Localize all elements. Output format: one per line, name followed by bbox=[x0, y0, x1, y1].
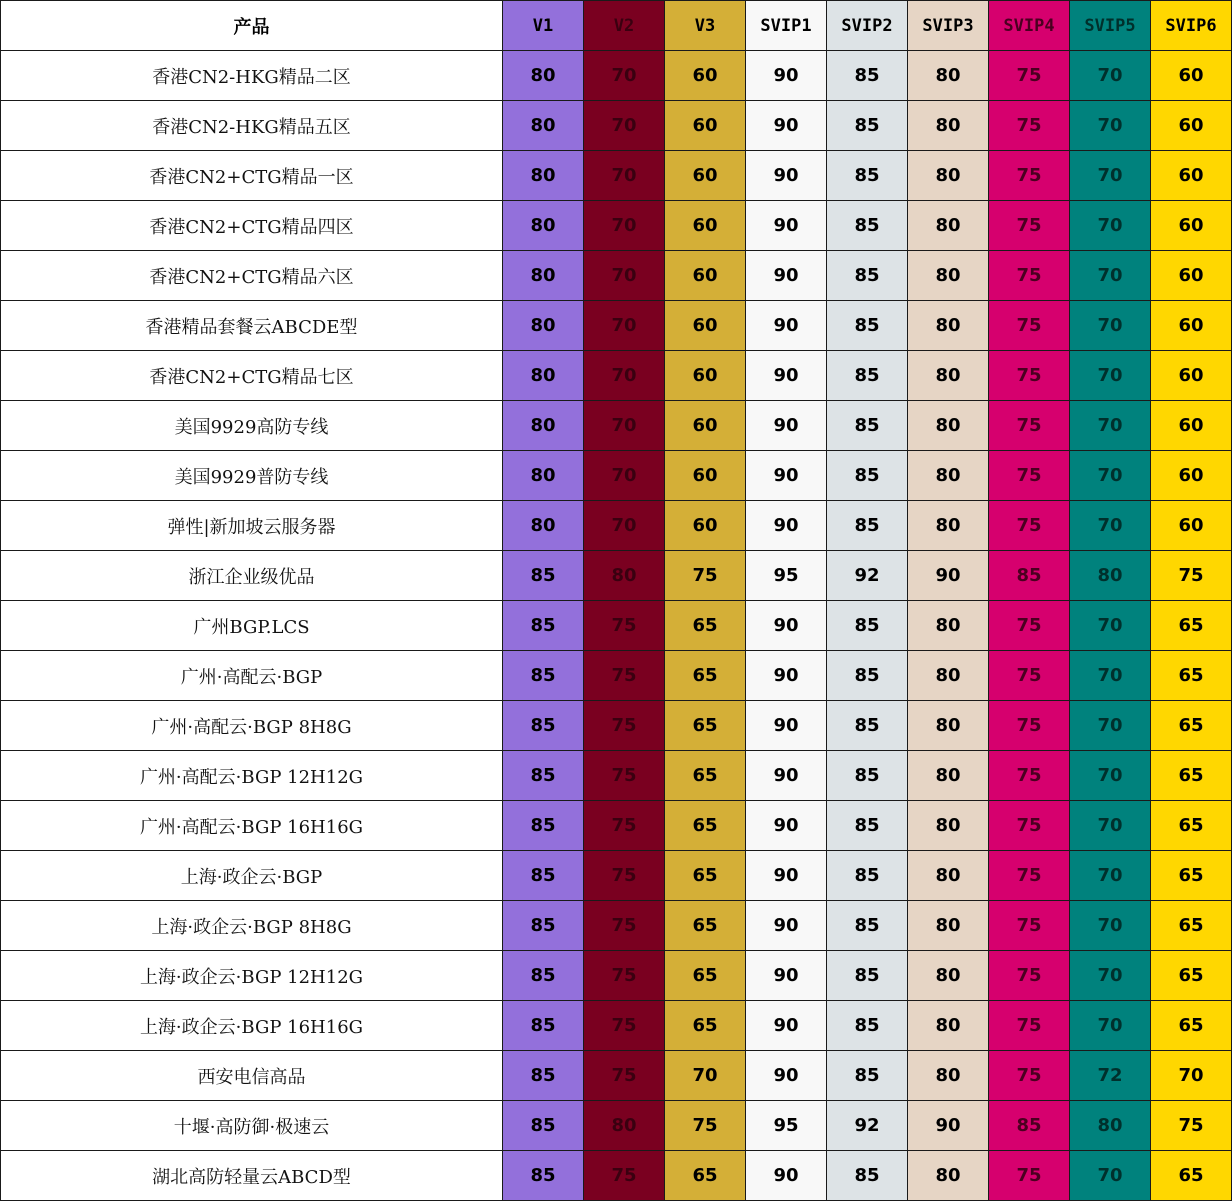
discount-cell-svip3: 80 bbox=[908, 51, 989, 101]
discount-cell-svip6: 60 bbox=[1151, 501, 1232, 551]
discount-cell-svip4: 75 bbox=[989, 151, 1070, 201]
table-row bbox=[1, 101, 1232, 151]
discount-cell-svip4: 75 bbox=[989, 1051, 1070, 1101]
discount-cell-svip5: 70 bbox=[1070, 651, 1151, 701]
header-product: 产品 bbox=[1, 1, 503, 51]
discount-cell-svip6: 65 bbox=[1151, 851, 1232, 901]
discount-cell-svip3: 80 bbox=[908, 151, 989, 201]
discount-cell-svip2: 85 bbox=[827, 151, 908, 201]
header-row bbox=[1, 1, 1232, 51]
discount-cell-svip5: 72 bbox=[1070, 1051, 1151, 1101]
discount-cell-v3: 60 bbox=[665, 351, 746, 401]
discount-cell-svip2: 85 bbox=[827, 451, 908, 501]
discount-cell-v2: 80 bbox=[584, 551, 665, 601]
header-svip6: SVIP6 bbox=[1151, 1, 1232, 51]
discount-cell-svip6: 65 bbox=[1151, 701, 1232, 751]
discount-cell-svip6: 70 bbox=[1151, 1051, 1232, 1101]
discount-cell-svip5: 80 bbox=[1070, 551, 1151, 601]
table-row bbox=[1, 451, 1232, 501]
discount-cell-v3: 65 bbox=[665, 851, 746, 901]
product-name-cell: 弹性|新加坡云服务器 bbox=[1, 501, 503, 551]
product-name-cell: 浙江企业级优品 bbox=[1, 551, 503, 601]
discount-cell-v1: 80 bbox=[503, 451, 584, 501]
discount-cell-v1: 80 bbox=[503, 501, 584, 551]
discount-cell-svip4: 75 bbox=[989, 451, 1070, 501]
discount-cell-v2: 75 bbox=[584, 851, 665, 901]
discount-cell-v2: 75 bbox=[584, 751, 665, 801]
header-svip5: SVIP5 bbox=[1070, 1, 1151, 51]
product-name-cell: 香港精品套餐云ABCDE型 bbox=[1, 301, 503, 351]
discount-cell-svip2: 85 bbox=[827, 351, 908, 401]
discount-cell-v1: 85 bbox=[503, 901, 584, 951]
discount-cell-svip3: 80 bbox=[908, 451, 989, 501]
discount-cell-v3: 60 bbox=[665, 51, 746, 101]
table-row bbox=[1, 551, 1232, 601]
table-row bbox=[1, 201, 1232, 251]
discount-cell-svip2: 85 bbox=[827, 1051, 908, 1101]
discount-cell-svip1: 90 bbox=[746, 201, 827, 251]
product-name-cell: 香港CN2+CTG精品四区 bbox=[1, 201, 503, 251]
discount-cell-v3: 65 bbox=[665, 601, 746, 651]
discount-cell-v2: 70 bbox=[584, 501, 665, 551]
discount-cell-svip6: 60 bbox=[1151, 51, 1232, 101]
discount-cell-v3: 65 bbox=[665, 901, 746, 951]
discount-cell-svip2: 85 bbox=[827, 1151, 908, 1201]
discount-cell-v1: 85 bbox=[503, 651, 584, 701]
discount-cell-svip1: 90 bbox=[746, 701, 827, 751]
discount-cell-svip2: 85 bbox=[827, 51, 908, 101]
discount-cell-svip6: 65 bbox=[1151, 601, 1232, 651]
product-name-cell: 上海·政企云·BGP 16H16G bbox=[1, 1001, 503, 1051]
discount-cell-v3: 75 bbox=[665, 1101, 746, 1151]
discount-cell-svip4: 75 bbox=[989, 401, 1070, 451]
discount-cell-svip4: 75 bbox=[989, 701, 1070, 751]
discount-cell-svip2: 85 bbox=[827, 1001, 908, 1051]
discount-cell-svip2: 92 bbox=[827, 551, 908, 601]
discount-cell-svip6: 65 bbox=[1151, 951, 1232, 1001]
discount-cell-svip3: 80 bbox=[908, 601, 989, 651]
discount-cell-svip5: 70 bbox=[1070, 351, 1151, 401]
discount-cell-v1: 85 bbox=[503, 1001, 584, 1051]
discount-cell-svip3: 80 bbox=[908, 101, 989, 151]
product-name-cell: 香港CN2-HKG精品五区 bbox=[1, 101, 503, 151]
discount-cell-v2: 70 bbox=[584, 351, 665, 401]
discount-cell-svip6: 65 bbox=[1151, 1151, 1232, 1201]
discount-cell-v3: 60 bbox=[665, 151, 746, 201]
table-row bbox=[1, 51, 1232, 101]
header-v3: V3 bbox=[665, 1, 746, 51]
discount-cell-svip2: 85 bbox=[827, 651, 908, 701]
discount-cell-v1: 80 bbox=[503, 251, 584, 301]
discount-cell-svip4: 75 bbox=[989, 51, 1070, 101]
discount-cell-svip3: 80 bbox=[908, 801, 989, 851]
discount-cell-svip1: 90 bbox=[746, 451, 827, 501]
product-name-cell: 美国9929普防专线 bbox=[1, 451, 503, 501]
discount-cell-v3: 60 bbox=[665, 301, 746, 351]
discount-cell-svip4: 75 bbox=[989, 901, 1070, 951]
discount-cell-svip6: 60 bbox=[1151, 201, 1232, 251]
header-v1: V1 bbox=[503, 1, 584, 51]
discount-cell-v3: 65 bbox=[665, 751, 746, 801]
discount-cell-v1: 85 bbox=[503, 951, 584, 1001]
discount-cell-svip6: 65 bbox=[1151, 901, 1232, 951]
discount-cell-v1: 85 bbox=[503, 701, 584, 751]
product-name-cell: 广州·高配云·BGP 12H12G bbox=[1, 751, 503, 801]
product-name-cell: 湖北高防轻量云ABCD型 bbox=[1, 1151, 503, 1201]
product-name-cell: 西安电信高品 bbox=[1, 1051, 503, 1101]
discount-cell-svip4: 75 bbox=[989, 301, 1070, 351]
discount-cell-svip4: 75 bbox=[989, 801, 1070, 851]
discount-cell-v2: 70 bbox=[584, 301, 665, 351]
discount-cell-svip2: 92 bbox=[827, 1101, 908, 1151]
discount-cell-v3: 65 bbox=[665, 951, 746, 1001]
discount-cell-svip4: 75 bbox=[989, 851, 1070, 901]
discount-cell-svip1: 90 bbox=[746, 1001, 827, 1051]
discount-cell-svip5: 70 bbox=[1070, 1151, 1151, 1201]
discount-cell-svip2: 85 bbox=[827, 951, 908, 1001]
discount-cell-v1: 80 bbox=[503, 51, 584, 101]
discount-cell-svip1: 90 bbox=[746, 851, 827, 901]
product-name-cell: 广州BGP.LCS bbox=[1, 601, 503, 651]
discount-cell-v2: 75 bbox=[584, 701, 665, 751]
discount-cell-v1: 80 bbox=[503, 101, 584, 151]
product-name-cell: 香港CN2-HKG精品二区 bbox=[1, 51, 503, 101]
discount-cell-v1: 85 bbox=[503, 551, 584, 601]
discount-cell-v3: 70 bbox=[665, 1051, 746, 1101]
product-name-cell: 广州·高配云·BGP 16H16G bbox=[1, 801, 503, 851]
discount-cell-svip6: 60 bbox=[1151, 151, 1232, 201]
table-row bbox=[1, 801, 1232, 851]
discount-cell-svip6: 75 bbox=[1151, 551, 1232, 601]
discount-cell-v3: 60 bbox=[665, 101, 746, 151]
discount-cell-svip6: 65 bbox=[1151, 801, 1232, 851]
table-row bbox=[1, 751, 1232, 801]
discount-cell-svip5: 70 bbox=[1070, 101, 1151, 151]
discount-cell-svip3: 80 bbox=[908, 901, 989, 951]
discount-cell-v1: 80 bbox=[503, 401, 584, 451]
discount-cell-svip3: 80 bbox=[908, 201, 989, 251]
discount-cell-svip4: 75 bbox=[989, 1001, 1070, 1051]
discount-cell-svip6: 75 bbox=[1151, 1101, 1232, 1151]
header-svip3: SVIP3 bbox=[908, 1, 989, 51]
discount-cell-svip4: 75 bbox=[989, 201, 1070, 251]
discount-cell-v2: 70 bbox=[584, 101, 665, 151]
discount-cell-v3: 65 bbox=[665, 1151, 746, 1201]
discount-cell-svip2: 85 bbox=[827, 501, 908, 551]
discount-cell-svip3: 80 bbox=[908, 851, 989, 901]
discount-cell-svip5: 70 bbox=[1070, 201, 1151, 251]
discount-cell-v1: 80 bbox=[503, 201, 584, 251]
discount-cell-svip1: 90 bbox=[746, 601, 827, 651]
discount-cell-v2: 75 bbox=[584, 951, 665, 1001]
discount-cell-v1: 85 bbox=[503, 1101, 584, 1151]
discount-cell-svip4: 75 bbox=[989, 501, 1070, 551]
table-row bbox=[1, 1151, 1232, 1201]
discount-cell-svip3: 90 bbox=[908, 1101, 989, 1151]
table-row bbox=[1, 251, 1232, 301]
discount-cell-svip5: 80 bbox=[1070, 1101, 1151, 1151]
discount-cell-svip6: 60 bbox=[1151, 101, 1232, 151]
discount-cell-svip5: 70 bbox=[1070, 901, 1151, 951]
discount-cell-svip4: 75 bbox=[989, 251, 1070, 301]
discount-cell-svip1: 90 bbox=[746, 651, 827, 701]
discount-cell-v2: 70 bbox=[584, 251, 665, 301]
discount-cell-svip1: 95 bbox=[746, 551, 827, 601]
table-row bbox=[1, 1051, 1232, 1101]
discount-cell-v3: 65 bbox=[665, 801, 746, 851]
discount-cell-svip4: 85 bbox=[989, 551, 1070, 601]
discount-cell-svip1: 90 bbox=[746, 351, 827, 401]
discount-cell-svip1: 90 bbox=[746, 151, 827, 201]
discount-cell-svip3: 80 bbox=[908, 751, 989, 801]
discount-cell-svip1: 90 bbox=[746, 1051, 827, 1101]
discount-cell-svip6: 60 bbox=[1151, 301, 1232, 351]
discount-cell-svip5: 70 bbox=[1070, 51, 1151, 101]
discount-cell-svip6: 65 bbox=[1151, 651, 1232, 701]
table-row bbox=[1, 151, 1232, 201]
discount-cell-svip1: 90 bbox=[746, 251, 827, 301]
discount-cell-svip1: 90 bbox=[746, 301, 827, 351]
discount-cell-v2: 75 bbox=[584, 1151, 665, 1201]
discount-cell-svip5: 70 bbox=[1070, 601, 1151, 651]
discount-cell-v2: 70 bbox=[584, 401, 665, 451]
discount-cell-v3: 60 bbox=[665, 401, 746, 451]
discount-cell-v1: 85 bbox=[503, 801, 584, 851]
discount-cell-svip6: 60 bbox=[1151, 351, 1232, 401]
discount-cell-svip5: 70 bbox=[1070, 1001, 1151, 1051]
discount-cell-svip4: 75 bbox=[989, 101, 1070, 151]
table-row bbox=[1, 851, 1232, 901]
table-row bbox=[1, 1001, 1232, 1051]
discount-cell-v2: 70 bbox=[584, 201, 665, 251]
discount-cell-v1: 85 bbox=[503, 601, 584, 651]
table-row bbox=[1, 501, 1232, 551]
discount-cell-svip5: 70 bbox=[1070, 751, 1151, 801]
discount-cell-v2: 80 bbox=[584, 1101, 665, 1151]
discount-cell-v2: 75 bbox=[584, 801, 665, 851]
discount-cell-svip3: 80 bbox=[908, 651, 989, 701]
header-svip1: SVIP1 bbox=[746, 1, 827, 51]
discount-cell-v3: 65 bbox=[665, 701, 746, 751]
discount-cell-svip5: 70 bbox=[1070, 451, 1151, 501]
discount-cell-svip1: 95 bbox=[746, 1101, 827, 1151]
table-row bbox=[1, 401, 1232, 451]
discount-cell-svip3: 80 bbox=[908, 401, 989, 451]
discount-cell-svip5: 70 bbox=[1070, 851, 1151, 901]
discount-cell-svip5: 70 bbox=[1070, 951, 1151, 1001]
table-row bbox=[1, 351, 1232, 401]
table-body bbox=[1, 51, 1232, 1201]
discount-cell-svip1: 90 bbox=[746, 1151, 827, 1201]
product-name-cell: 上海·政企云·BGP bbox=[1, 851, 503, 901]
discount-cell-svip1: 90 bbox=[746, 951, 827, 1001]
table-row bbox=[1, 951, 1232, 1001]
discount-cell-v2: 70 bbox=[584, 451, 665, 501]
discount-cell-v1: 80 bbox=[503, 151, 584, 201]
discount-cell-svip2: 85 bbox=[827, 401, 908, 451]
discount-cell-svip3: 80 bbox=[908, 501, 989, 551]
discount-cell-v3: 65 bbox=[665, 1001, 746, 1051]
header-svip4: SVIP4 bbox=[989, 1, 1070, 51]
discount-cell-svip2: 85 bbox=[827, 601, 908, 651]
product-name-cell: 广州·高配云·BGP 8H8G bbox=[1, 701, 503, 751]
discount-cell-svip3: 80 bbox=[908, 1051, 989, 1101]
discount-cell-svip5: 70 bbox=[1070, 251, 1151, 301]
discount-cell-svip6: 65 bbox=[1151, 1001, 1232, 1051]
header-svip2: SVIP2 bbox=[827, 1, 908, 51]
product-name-cell: 十堰·高防御·极速云 bbox=[1, 1101, 503, 1151]
discount-cell-v1: 80 bbox=[503, 351, 584, 401]
discount-cell-svip4: 85 bbox=[989, 1101, 1070, 1151]
product-name-cell: 广州·高配云·BGP bbox=[1, 651, 503, 701]
discount-cell-svip2: 85 bbox=[827, 251, 908, 301]
discount-cell-svip5: 70 bbox=[1070, 501, 1151, 551]
discount-cell-svip1: 90 bbox=[746, 801, 827, 851]
product-name-cell: 上海·政企云·BGP 12H12G bbox=[1, 951, 503, 1001]
discount-cell-v3: 75 bbox=[665, 551, 746, 601]
discount-cell-svip3: 80 bbox=[908, 701, 989, 751]
discount-cell-v1: 85 bbox=[503, 1051, 584, 1101]
discount-cell-v2: 70 bbox=[584, 151, 665, 201]
table-row bbox=[1, 901, 1232, 951]
product-name-cell: 香港CN2+CTG精品一区 bbox=[1, 151, 503, 201]
discount-cell-v2: 75 bbox=[584, 901, 665, 951]
table-row bbox=[1, 301, 1232, 351]
discount-cell-svip1: 90 bbox=[746, 901, 827, 951]
discount-cell-svip3: 80 bbox=[908, 1001, 989, 1051]
discount-cell-svip4: 75 bbox=[989, 1151, 1070, 1201]
discount-cell-svip1: 90 bbox=[746, 101, 827, 151]
discount-cell-svip6: 60 bbox=[1151, 451, 1232, 501]
discount-cell-svip2: 85 bbox=[827, 851, 908, 901]
discount-cell-svip2: 85 bbox=[827, 201, 908, 251]
discount-cell-svip5: 70 bbox=[1070, 401, 1151, 451]
discount-cell-v2: 75 bbox=[584, 1051, 665, 1101]
discount-cell-svip4: 75 bbox=[989, 951, 1070, 1001]
discount-cell-svip5: 70 bbox=[1070, 301, 1151, 351]
discount-cell-svip2: 85 bbox=[827, 751, 908, 801]
discount-cell-v3: 60 bbox=[665, 501, 746, 551]
table-row bbox=[1, 601, 1232, 651]
discount-cell-svip3: 80 bbox=[908, 251, 989, 301]
header-v2: V2 bbox=[584, 1, 665, 51]
discount-cell-svip3: 90 bbox=[908, 551, 989, 601]
discount-cell-svip5: 70 bbox=[1070, 701, 1151, 751]
discount-cell-v3: 60 bbox=[665, 451, 746, 501]
discount-cell-svip2: 85 bbox=[827, 801, 908, 851]
discount-cell-svip4: 75 bbox=[989, 601, 1070, 651]
discount-cell-v2: 70 bbox=[584, 51, 665, 101]
discount-cell-svip6: 65 bbox=[1151, 751, 1232, 801]
discount-cell-v3: 65 bbox=[665, 651, 746, 701]
discount-cell-svip2: 85 bbox=[827, 101, 908, 151]
discount-cell-svip1: 90 bbox=[746, 401, 827, 451]
discount-cell-svip3: 80 bbox=[908, 301, 989, 351]
product-name-cell: 上海·政企云·BGP 8H8G bbox=[1, 901, 503, 951]
product-name-cell: 香港CN2+CTG精品七区 bbox=[1, 351, 503, 401]
discount-cell-svip2: 85 bbox=[827, 301, 908, 351]
discount-cell-svip2: 85 bbox=[827, 701, 908, 751]
discount-cell-v1: 85 bbox=[503, 751, 584, 801]
discount-cell-svip5: 70 bbox=[1070, 151, 1151, 201]
discount-cell-v1: 85 bbox=[503, 851, 584, 901]
discount-cell-v2: 75 bbox=[584, 601, 665, 651]
discount-cell-v2: 75 bbox=[584, 651, 665, 701]
discount-cell-svip6: 60 bbox=[1151, 251, 1232, 301]
product-name-cell: 美国9929高防专线 bbox=[1, 401, 503, 451]
table-row bbox=[1, 651, 1232, 701]
discount-cell-v3: 60 bbox=[665, 251, 746, 301]
discount-cell-v3: 60 bbox=[665, 201, 746, 251]
discount-cell-v2: 75 bbox=[584, 1001, 665, 1051]
table-row bbox=[1, 701, 1232, 751]
discount-cell-svip3: 80 bbox=[908, 951, 989, 1001]
discount-cell-svip1: 90 bbox=[746, 51, 827, 101]
discount-cell-svip5: 70 bbox=[1070, 801, 1151, 851]
table-row bbox=[1, 1101, 1232, 1151]
discount-cell-svip3: 80 bbox=[908, 1151, 989, 1201]
discount-cell-v1: 85 bbox=[503, 1151, 584, 1201]
discount-cell-svip4: 75 bbox=[989, 651, 1070, 701]
discount-cell-svip4: 75 bbox=[989, 351, 1070, 401]
discount-cell-svip6: 60 bbox=[1151, 401, 1232, 451]
product-name-cell: 香港CN2+CTG精品六区 bbox=[1, 251, 503, 301]
discount-cell-svip2: 85 bbox=[827, 901, 908, 951]
discount-cell-svip3: 80 bbox=[908, 351, 989, 401]
discount-cell-svip4: 75 bbox=[989, 751, 1070, 801]
discount-cell-v1: 80 bbox=[503, 301, 584, 351]
discount-cell-svip1: 90 bbox=[746, 501, 827, 551]
discount-cell-svip1: 90 bbox=[746, 751, 827, 801]
